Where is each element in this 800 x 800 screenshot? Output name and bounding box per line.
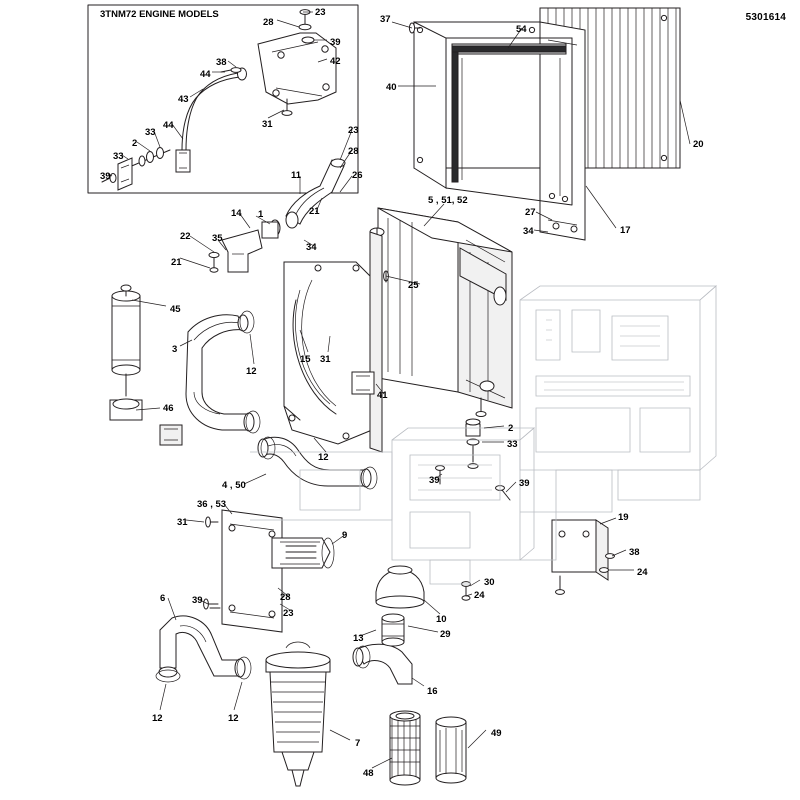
callout-number: 22 [180,231,191,242]
callout-number: 34 [306,242,317,253]
callout-number: 44 [200,69,211,80]
callout-number: 35 [212,233,223,244]
callout-number: 34 [523,226,534,237]
callout-number: 16 [427,686,438,697]
callout-number: 3 [172,344,178,355]
callout-number: 21 [309,206,320,217]
callout-number: 29 [440,629,451,640]
callout-number: 39 [192,595,203,606]
callout-number: 31 [262,119,273,130]
callout-number: 5 , 51, 52 [428,195,468,206]
callout-number: 33 [113,151,124,162]
callout-number: 38 [629,547,640,558]
callout-number: 2 [132,138,138,149]
callout-number: 31 [177,517,188,528]
callout-number: 54 [516,24,527,35]
callout-number: 12 [228,713,239,724]
callout-number: 27 [525,207,536,218]
callout-number: 45 [170,304,181,315]
callout-number: 33 [507,439,518,450]
callout-number: 20 [693,139,704,150]
callout-number: 41 [377,390,388,401]
callout-number: 7 [355,738,361,749]
callout-number: 28 [263,17,274,28]
callout-number: 46 [163,403,174,414]
callout-number: 25 [408,280,419,291]
callout-number: 1 [258,209,264,220]
callout-number: 39 [519,478,530,489]
callout-number: 39 [100,171,111,182]
callout-number: 28 [348,146,359,157]
callout-number: 23 [283,608,294,619]
callout-number: 4 , 50 [222,480,246,491]
callout-number: 10 [436,614,447,625]
callout-number: 40 [386,82,397,93]
callout-number: 12 [318,452,329,463]
callout-number: 19 [618,512,629,523]
callout-number: 14 [231,208,242,219]
callout-number: 36 , 53 [197,499,227,510]
callout-number: 24 [637,567,648,578]
callout-number: 37 [380,14,391,25]
callout-number: 44 [163,120,174,131]
callout-number: 26 [352,170,363,181]
callout-number: 12 [246,366,257,377]
callout-number: 38 [216,57,227,68]
callout-number: 9 [342,530,348,541]
callout-number: 17 [620,225,631,236]
callout-number: 39 [429,475,440,486]
callout-number: 23 [348,125,359,136]
callout-number: 23 [315,7,326,18]
inset-box-title: 3TNM72 ENGINE MODELS [100,9,219,20]
callout-number: 31 [320,354,331,365]
callout-number: 42 [330,56,341,67]
callout-number: 21 [171,257,182,268]
callout-number: 12 [152,713,163,724]
callout-number: 33 [145,127,156,138]
callout-number: 48 [363,768,374,779]
callout-number: 11 [291,170,302,181]
callout-number: 49 [491,728,502,739]
callout-number: 28 [280,592,291,603]
callout-number: 13 [353,633,364,644]
part-number: 5301614 [745,12,786,23]
callout-number: 24 [474,590,485,601]
callout-number: 6 [160,593,166,604]
callout-number: 30 [484,577,495,588]
callout-number: 15 [300,354,311,365]
callout-number: 43 [178,94,189,105]
callout-number: 39 [330,37,341,48]
callout-number: 2 [508,423,514,434]
